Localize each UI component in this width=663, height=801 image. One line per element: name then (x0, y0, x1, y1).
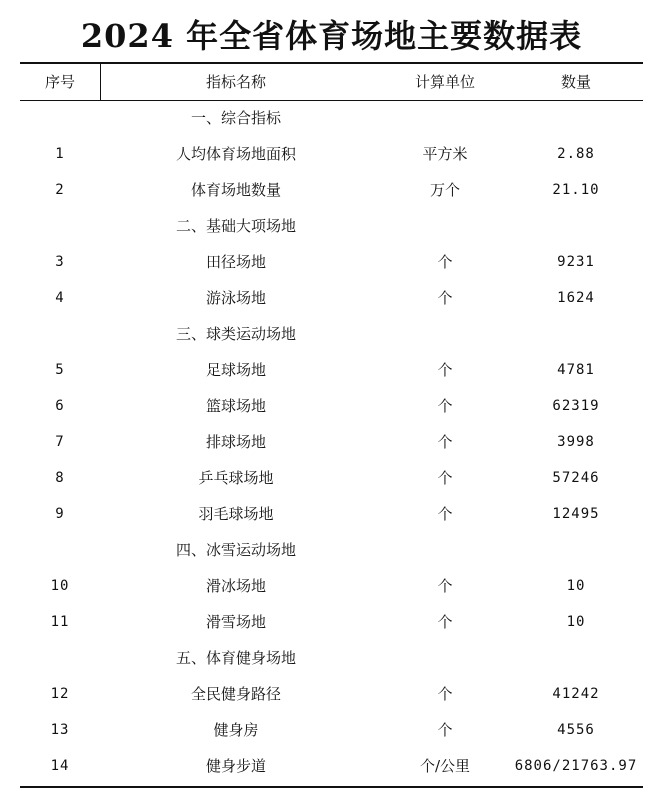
section-title: 二、基础大项场地 (175, 217, 296, 235)
row-qty: 4781 (557, 362, 595, 378)
row-unit: 个 (437, 469, 453, 487)
table-section-row (20, 208, 643, 244)
row-no: 14 (50, 758, 70, 774)
row-qty: 3998 (557, 434, 595, 450)
row-no: 9 (55, 506, 65, 522)
row-no (20, 100, 100, 136)
table-row (20, 280, 643, 316)
row-no: 7 (55, 434, 65, 450)
row-name: 健身步道 (205, 757, 266, 775)
document-title: 2024 年全省体育场地主要数据表 (80, 17, 583, 55)
table-header-row (20, 64, 643, 100)
header-qty: 数量 (560, 73, 591, 91)
row-name: 健身房 (213, 721, 259, 739)
table-bottom-rule (20, 786, 643, 788)
row-no (20, 532, 100, 568)
row-qty: 41242 (552, 686, 600, 702)
row-qty: 6806/21763.97 (514, 758, 638, 774)
row-no: 6 (55, 398, 65, 414)
row-unit: 个 (437, 433, 453, 451)
row-qty (506, 100, 646, 136)
row-name: 羽毛球场地 (198, 505, 274, 523)
row-no: 10 (50, 578, 70, 594)
row-no (20, 316, 100, 352)
row-qty: 1624 (557, 290, 595, 306)
table-section-row (20, 316, 643, 352)
row-no: 11 (50, 614, 70, 630)
section-title: 四、冰雪运动场地 (175, 541, 296, 559)
row-no: 3 (55, 254, 65, 270)
table-row (20, 496, 643, 532)
header-unit: 计算单位 (414, 73, 475, 91)
header-no: 序号 (44, 73, 75, 91)
row-unit: 个 (437, 397, 453, 415)
row-unit: 个 (437, 613, 453, 631)
row-name: 乒乓球场地 (198, 469, 274, 487)
row-unit: 个 (437, 289, 453, 307)
row-unit: 平方米 (422, 145, 468, 163)
row-name: 游泳场地 (205, 289, 266, 307)
section-title: 五、体育健身场地 (175, 649, 296, 667)
row-unit (360, 208, 530, 244)
row-qty: 12495 (552, 506, 600, 522)
table-row (20, 712, 643, 748)
row-no: 4 (55, 290, 65, 306)
table-body (20, 100, 643, 784)
table-section-row (20, 100, 643, 136)
row-qty: 10 (566, 614, 586, 630)
row-unit: 个 (437, 253, 453, 271)
row-qty (506, 208, 646, 244)
row-qty: 57246 (552, 470, 600, 486)
row-qty: 4556 (557, 722, 595, 738)
row-qty: 2.88 (557, 146, 595, 162)
table-row (20, 676, 643, 712)
table-row (20, 352, 643, 388)
table-row (20, 604, 643, 640)
row-qty: 10 (566, 578, 586, 594)
row-no: 8 (55, 470, 65, 486)
row-qty (506, 640, 646, 676)
row-no: 12 (50, 686, 70, 702)
table-row (20, 136, 643, 172)
row-unit (360, 100, 530, 136)
table-section-row (20, 532, 643, 568)
row-qty (506, 316, 646, 352)
row-name: 人均体育场地面积 (175, 145, 296, 163)
row-qty (506, 532, 646, 568)
row-unit: 个/公里 (419, 757, 471, 775)
table-row (20, 388, 643, 424)
row-name: 篮球场地 (205, 397, 266, 415)
section-title: 三、球类运动场地 (175, 325, 296, 343)
row-unit: 个 (437, 505, 453, 523)
row-unit: 个 (437, 685, 453, 703)
row-no (20, 208, 100, 244)
row-qty: 62319 (552, 398, 600, 414)
table-section-row (20, 640, 643, 676)
row-name: 排球场地 (205, 433, 266, 451)
table-row (20, 460, 643, 496)
row-unit: 个 (437, 577, 453, 595)
table-row (20, 172, 643, 208)
row-unit (360, 640, 530, 676)
section-title: 一、综合指标 (190, 109, 281, 127)
row-no (20, 640, 100, 676)
row-name: 滑冰场地 (205, 577, 266, 595)
table-row (20, 748, 643, 784)
row-unit (360, 316, 530, 352)
row-unit: 个 (437, 721, 453, 739)
row-no: 5 (55, 362, 65, 378)
row-unit: 个 (437, 361, 453, 379)
table-row (20, 244, 643, 280)
row-name: 足球场地 (205, 361, 266, 379)
header-name: 指标名称 (205, 73, 266, 91)
row-name: 滑雪场地 (205, 613, 266, 631)
row-name: 体育场地数量 (190, 181, 281, 199)
row-name: 全民健身路径 (190, 685, 281, 703)
row-no: 1 (55, 146, 65, 162)
row-qty: 9231 (557, 254, 595, 270)
row-unit: 万个 (429, 181, 460, 199)
row-no: 2 (55, 182, 65, 198)
row-unit (360, 532, 530, 568)
row-name: 田径场地 (205, 253, 266, 271)
row-qty: 21.10 (552, 182, 600, 198)
table-row (20, 568, 643, 604)
row-no: 13 (50, 722, 70, 738)
table-row (20, 424, 643, 460)
